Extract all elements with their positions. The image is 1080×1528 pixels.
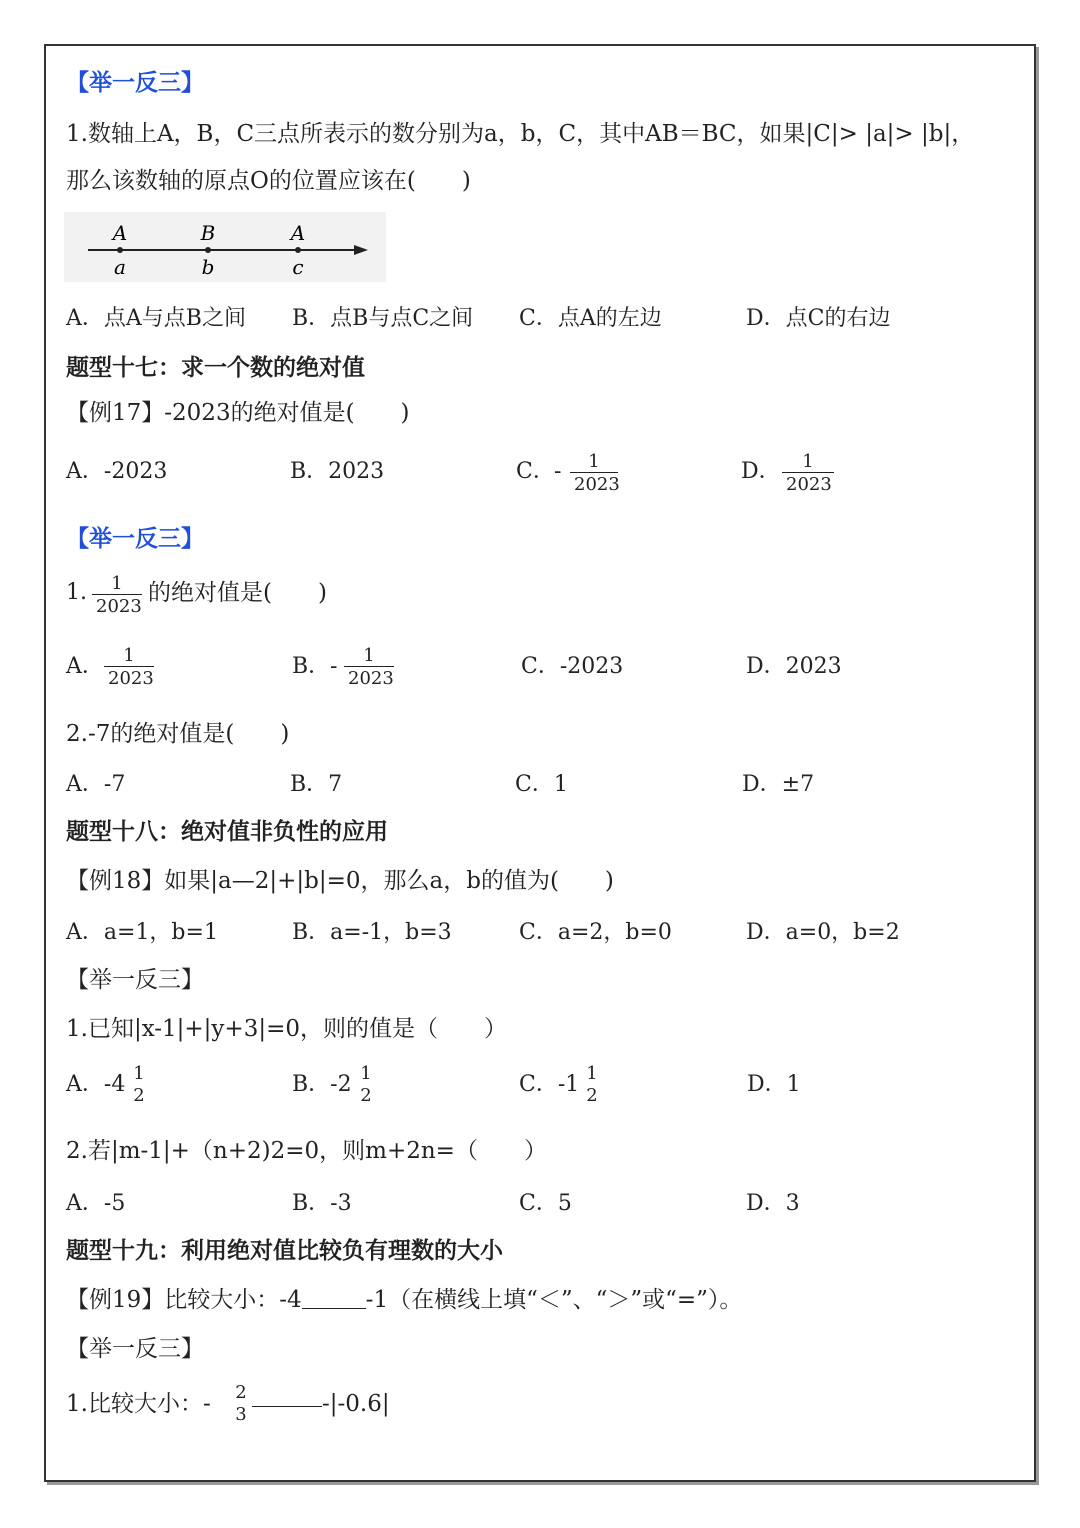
- label-top-2: B: [200, 221, 216, 245]
- practice-tag: 【举一反三】: [66, 1336, 204, 1362]
- fraction-numerator: 1: [360, 1063, 372, 1084]
- question-text: 的绝对值是( ): [148, 580, 327, 606]
- practice-tag: 【举一反三】: [66, 967, 204, 993]
- option-a: A．-7: [66, 772, 126, 797]
- fraction-numerator: 1: [782, 452, 834, 473]
- question-text: 那么该数轴的原点O的位置应该在( ): [66, 168, 471, 194]
- fraction: [127, 1064, 151, 1106]
- option-c: C．点A的左边: [519, 306, 662, 331]
- option-b: B．-2: [292, 1072, 352, 1097]
- fraction: [92, 574, 142, 617]
- fraction-numerator: 1: [586, 1063, 598, 1084]
- question-suffix: -|-0.6|: [322, 1391, 390, 1417]
- option-d: D．1: [747, 1072, 801, 1097]
- fraction-numerator: 1: [344, 646, 394, 667]
- label-bottom-2: b: [201, 255, 215, 279]
- comparison-expression: [252, 1389, 390, 1419]
- fraction-numerator: 1: [92, 574, 142, 595]
- option-c: C．1: [515, 772, 568, 797]
- fraction: [580, 1064, 604, 1106]
- option-a: A．点A与点B之间: [66, 306, 246, 331]
- fraction-numerator: 1: [133, 1063, 145, 1084]
- answer-blank: [302, 1286, 366, 1309]
- minus-sign: -: [330, 654, 338, 679]
- option-a: A．-5: [66, 1191, 126, 1216]
- option-b: B．-3: [292, 1191, 352, 1216]
- fraction: [782, 452, 834, 495]
- question-prefix: 1.比较大小：-: [66, 1391, 211, 1417]
- option-b: B．: [292, 654, 331, 679]
- label-bottom-1: a: [114, 255, 126, 279]
- question-text: 2.-7的绝对值是( ): [66, 721, 290, 747]
- option-b: B．a=-1，b=3: [292, 920, 452, 945]
- answer-blank: [252, 1392, 322, 1407]
- option-c: C．5: [519, 1191, 572, 1216]
- point-b: [205, 247, 211, 253]
- question-text: 1.已知|x-1|+|y+3|=0，则的值是（ ）: [66, 1016, 507, 1042]
- example-prefix: 【例19】比较大小：-4: [66, 1287, 302, 1313]
- fraction-denominator: 3: [235, 1404, 247, 1425]
- fraction-numerator: 2: [235, 1382, 247, 1403]
- fraction-denominator: 2: [586, 1085, 598, 1106]
- question-text: 1.数轴上A，B，C三点所表示的数分别为a，b，C，其中AB＝BC，如果|C|> |a|> |b|，: [66, 121, 975, 147]
- label-bottom-3: c: [292, 255, 304, 279]
- practice-tag: 【举一反三】: [66, 69, 204, 96]
- point-c: [295, 247, 301, 253]
- practice-tag: 【举一反三】: [66, 525, 204, 552]
- example-suffix: -1（在横线上填“＜”、“＞”或“=”）。: [365, 1287, 743, 1313]
- option-c: C．: [516, 459, 555, 484]
- option-a: A．a=1，b=1: [66, 920, 218, 945]
- section-title: 题型十七：求一个数的绝对值: [66, 354, 365, 381]
- option-a: A．-2023: [66, 459, 168, 484]
- fraction-numerator: 1: [570, 452, 618, 473]
- option-d: D．a=0，b=2: [746, 920, 900, 945]
- option-b: B．点B与点C之间: [292, 306, 474, 331]
- option-d: D．2023: [746, 654, 842, 679]
- option-d: D．3: [746, 1191, 800, 1216]
- option-c: C．-2023: [521, 654, 624, 679]
- axis-arrow: [354, 245, 368, 255]
- minus-sign: -: [554, 459, 562, 484]
- point-a: [117, 247, 123, 253]
- fraction-denominator: 2: [360, 1085, 372, 1106]
- option-c: C．a=2，b=0: [519, 920, 672, 945]
- fraction-denominator: 2023: [574, 474, 620, 495]
- number-line-svg: [64, 212, 386, 282]
- example-text: 【例18】如果|a—2|+|b|=0，那么a，b的值为( ): [66, 868, 614, 894]
- option-c: C．-1: [519, 1072, 580, 1097]
- option-d: D．±7: [742, 772, 815, 797]
- fraction: [230, 1383, 252, 1425]
- fraction-denominator: 2023: [786, 474, 832, 495]
- fraction-denominator: 2023: [96, 596, 142, 617]
- option-a: A．-4: [66, 1072, 126, 1097]
- example-text: [66, 1285, 742, 1315]
- option-b: B．2023: [290, 459, 385, 484]
- label-top-3: A: [290, 221, 306, 245]
- fraction: [570, 452, 618, 495]
- section-title: 题型十八：绝对值非负性的应用: [66, 818, 388, 845]
- question-number: 1.: [66, 580, 87, 605]
- number-line-figure: [64, 212, 386, 282]
- section-title: 题型十九：利用绝对值比较负有理数的大小: [66, 1237, 503, 1264]
- example-text: 【例17】-2023的绝对值是( ): [66, 400, 410, 426]
- question-text: 2.若|m-1|+（n+2)2=0，则m+2n=（ ）: [66, 1138, 547, 1164]
- option-a: A．: [66, 654, 104, 679]
- fraction-denominator: 2: [133, 1085, 145, 1106]
- fraction: [104, 646, 154, 689]
- fraction-denominator: 2023: [348, 668, 394, 689]
- fraction: [354, 1064, 378, 1106]
- fraction-denominator: 2023: [108, 668, 154, 689]
- option-b: B．7: [290, 772, 343, 797]
- fraction-numerator: 1: [104, 646, 154, 667]
- fraction: [344, 646, 394, 689]
- option-d: D．: [741, 459, 781, 484]
- label-top-1: A: [112, 221, 128, 245]
- option-d: D．点C的右边: [746, 306, 891, 331]
